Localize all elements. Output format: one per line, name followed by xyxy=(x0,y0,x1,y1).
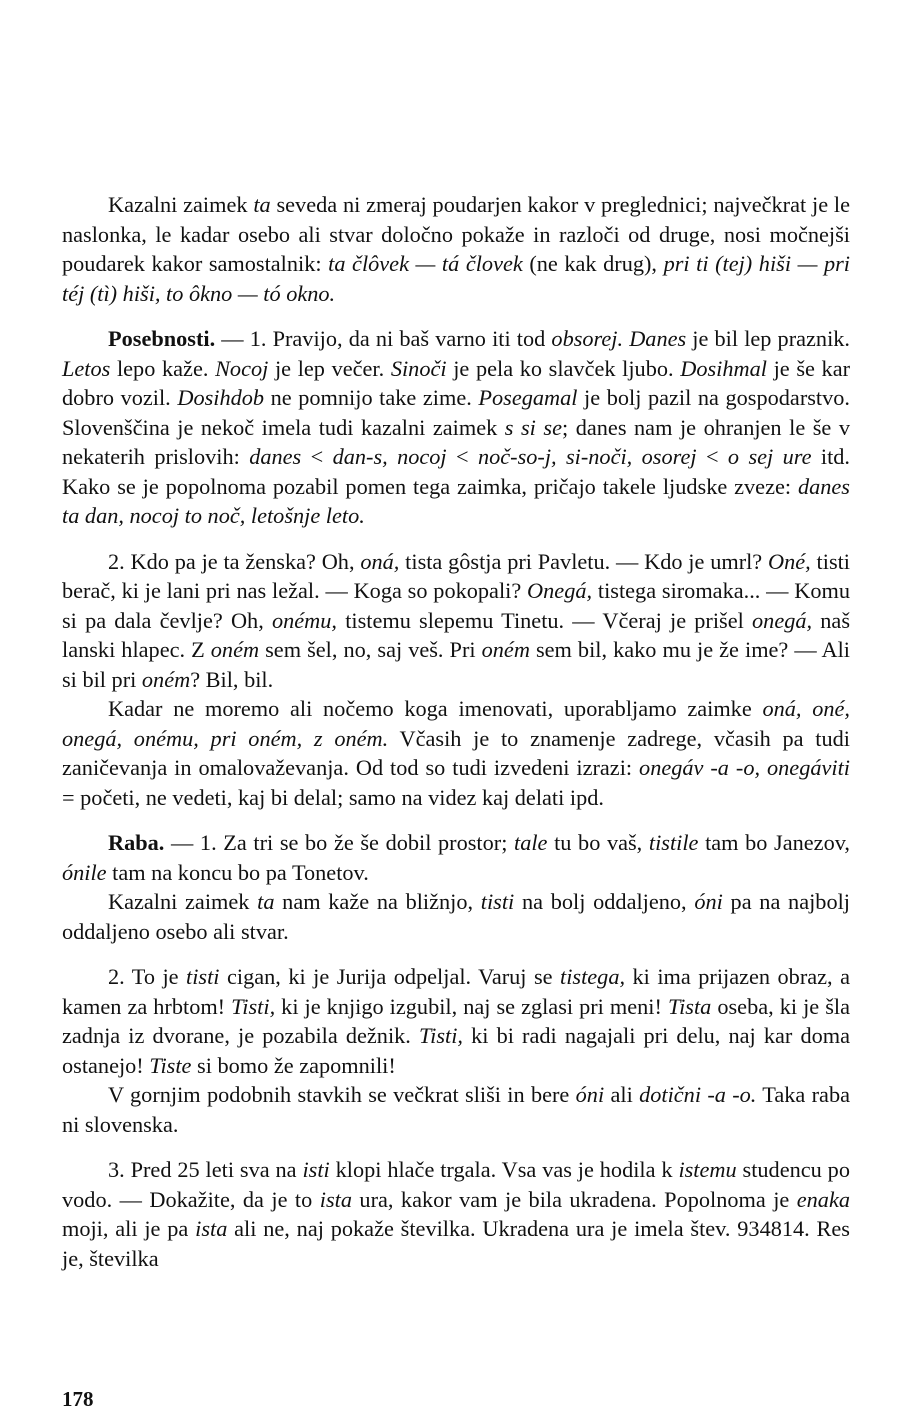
paragraph-1: Kazalni zaimek ta seveda ni zmeraj poudarjen kakor v preglednici; največkrat je le naslonka, le kadar osebo ali stvar določno pokaže in razloči od druge, nosi močnejši poudarek kakor samostalnik: ta člôvek — tá človek (ne kak drug), pri ti (tej) hiši — pri téj (tì) hiši, to ôkno — tó okno. xyxy=(62,192,850,306)
paragraph-2-posebnosti: Posebnosti. — 1. Pravijo, da ni baš varno iti tod obsorej. Danes je bil lep praznik. Letos lepo kaže. Nocoj je lep večer. Sinoči je pela ko slavček ljubo. Dosihmal je še kar dobro vozil. Dosihdob ne pomnijo take zime. Posegamal je bolj pazil na gospodarstvo. Slovenščina je nekoč imela tudi kazalni zaimek s si se; danes nam je ohranjen le še v nekaterih prislovih: danes < dan-s, nocoj < noč-so-j, si-noči, osorej < o sej ure itd. Kako se je popolnoma pozabil pomen tega zaimka, pričajo takele ljudske zveze: danes ta dan, nocoj to noč, letošnje leto. xyxy=(62,326,851,528)
page-body xyxy=(62,190,850,1273)
paragraph-5-raba: Raba. — 1. Za tri se bo že še dobil prostor; tale tu bo vaš, tistile tam bo Janezov, ónile tam na koncu bo pa Tonetov. xyxy=(62,830,850,885)
paragraph-9: 3. Pred 25 leti sva na isti klopi hlače trgala. Vsa vas je hodila k istemu studencu po vodo. — Dokažite, da je to ista ura, kakor vam je bila ukradena. Popolnoma je enaka moji, ali je pa ista ali ne, naj pokaže številka. Ukradena ura je imela štev. 934814. Res je, številka xyxy=(62,1157,851,1271)
paragraph-8: V gornjim podobnih stavkih se večkrat sliši in bere óni ali dotični -a -o. Taka raba ni slovenska. xyxy=(62,1082,850,1137)
paragraph-6: Kazalni zaimek ta nam kaže na bližnjo, tisti na bolj oddaljeno, óni pa na najbolj oddaljeno osebo ali stvar. xyxy=(62,889,850,944)
page-number: 178 xyxy=(62,1387,94,1411)
paragraph-4: Kadar ne moremo ali nočemo koga imenovati, uporabljamo zaimke oná, oné, onegá, onému, pri oném, z oném. Včasih je to znamenje zadrege, včasih pa tudi zaničevanja in omalovaževanja. Od tod so tudi izvedeni izrazi: onegáv -a -o, onegáviti = početi, ne vedeti, kaj bi delal; samo na videz kaj delati ipd. xyxy=(62,696,850,810)
paragraph-7: 2. To je tisti cigan, ki je Jurija odpeljal. Varuj se tistega, ki ima prijazen obraz, a kamen za hrbtom! Tisti, ki je knjigo izgubil, naj se zglasi pri meni! Tista oseba, ki je šla zadnja iz dvorane, je pozabila dežnik. Tisti, ki bi radi nagajali pri delu, naj kar doma ostanejo! Tiste si bomo že zapomnili! xyxy=(62,964,850,1078)
paragraph-3: 2. Kdo pa je ta ženska? Oh, oná, tista gôstja pri Pavletu. — Kdo je umrl? Oné, tisti berač, ki je lani pri nas ležal. — Koga so pokopali? Onegá, tistega siromaka... — Komu si pa dala čevlje? Oh, onému, tistemu slepemu Tinetu. — Včeraj je prišel onegá, naš lanski hlapec. Z oném sem šel, no, saj veš. Pri oném sem bil, kako mu je že ime? — Ali si bil pri oném? Bil, bil. xyxy=(62,548,851,692)
